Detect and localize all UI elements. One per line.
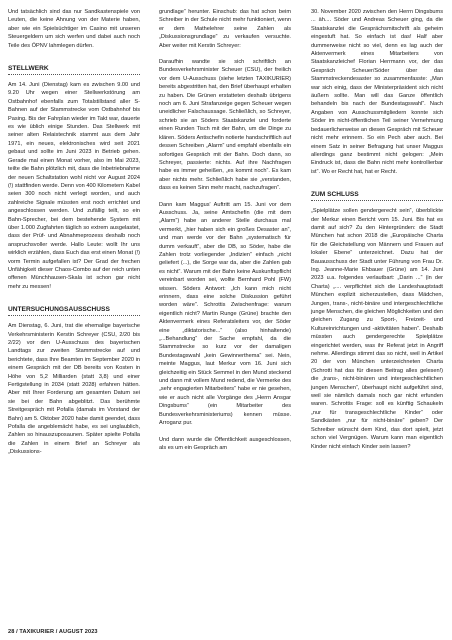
paragraph: grundlage“ herunter. Einschub: das hat schon beim Schreiber in der Schule nicht mehr funktioniert, wenn er dem Mathelehrer seine Zahlen als „Diskussionsgrundlage“ zu verkaufen versuchte. Aber weiter mit Kerstin Schreyer:	[159, 9, 291, 49]
paragraph: 30. November 2020 zwischen den Herrn Dingsbums ... äh.... Söder und Andreas Scheuer ging, da die Staatskanzlei die Gesprächsmitschrift als geheim eingestuft hat. So einfach ist das! Half aber dummerweise nicht so viel, denn es lag auch der Aktenvermerk eines Mitarbeiters von Staatskanzleichef Florian Herrmann vor, der das Gespräch Scheuer/Söder über das Stammstreckendesaster so zusammenfasste: „Man war sich einig, dass der Ministerpräsident sich nicht äußern sollte. Man will das Ganze öffentlich behandeln bis nach der Bundestagswahl“. Nach Angaben von Ausschussmitgliedern konnte sich Söder im nicht-öffentlichen Teil seiner Vernehmung bedauerlicherweise an diesen Gespräch mit Scheuer nicht mehr erinnern. So ein Pech aber auch. Bei einem Satz in seiner Befragung hat unser Maggus allerdings ganz bestimmt nicht gelogen: „Mein Eindruck ist, dass die Bahn nicht mehr kontrollierbar ist“. Wo er Recht hat, hat er Recht.	[311, 9, 443, 175]
paragraph: Dann kam Maggus' Auftritt am 15. Juni vor dem Ausschuss. Ja, seine Amtschefin (die mit dem „Alarm“) habe an anderer Stelle durchaus mal vermerkt, „hier haben sich ein großes Desaster an“, und man werde vor der Bahn „systematisch für dumm verkauft“, aber die DB, so Söder, habe die Zahlen trotz vorliegender „Indizien“ einfach „nicht geliefert (...), die Sorge war da, aber die Zahlen gab es nicht“. Warum mit der Bahn keine Auskunftspflicht vereinbart worden sei, wollte Bernhard Pohl (FW) wissen. Söders Antwort: „Ich kann mich nicht erinnern, dass eine solche Diskussion geführt worden wäre“. Schrottis Zwischenfrage: warum eigentlich nicht? Martin Runge (Grüne) brachte den Aktenvermerk eines Referatsleiters vor, der Söder eine „diktatorische...“ (also hinhaltende) „...Behandlung“ der Sache empfahl, da die Stammstrecke so kurz vor der damaligen Bundestagswahl „kein Gewinnerthema“ sei. Nein, meinte Maggus, laut Merkur vom 16. Juni sich gleichzeitig ein Stück Semmel in den Mund steckend und dann mit vollem Mund redend, die Vermerke des „sehr engagierten Mitarbeiters“ habe er nie gesehen, wie er auch nicht alle Vorgänge des „Herrn Ansgar Dingsbums“ (ein Mitarbeiter des Bundesverkehrsministeriums) kennen müsse. Arroganz pur.	[159, 201, 291, 427]
section-heading-untersuchungsausschuss: UNTERSUCHUNGSAUSSCHUSS	[8, 305, 140, 316]
page-footer: 28 / TAXIKURIER / AUGUST 2023	[8, 629, 98, 635]
section-heading-zum-schluss: ZUM SCHLUSS	[311, 190, 443, 201]
paragraph: Und tatsächlich sind das nur Sandkastenspiele von Leuten, die keine Ahnung von der Materie haben, aber wie ein Spielsüchtiger im Casino mit unseren Steuergeldern um sich werfen und dabei auch noch Teile des ÖPNV lahmlegen dürfen.	[8, 9, 140, 49]
text-column-3	[311, 8, 443, 451]
text-column-2	[159, 8, 291, 452]
paragraph: Am 14. Juni (Dienstag) kam es zwischen 9.00 und 9.20 Uhr wegen einer Stellwerkstörung am Ostbahnhof ebenfalls zum Totalstillstand aller S-Bahnen auf der Stammstrecke vom Ostbahnhof bis Pasing. Bis der Fahrplan wieder im Takt war, dauerte es wie üblich einige Stunden. Das Stellwerk mit seiner alten Relaistechnik stammt aus dem Jahr 1971, ein neues, elektronisches wird seit 2021 gebaut und sollte im Juni 2023 in Betrieb gehen. Gerade mal einen Monat vorher, also im Mai 2023, teilte die Bahn plötzlich mit, dass die Inbetriebnahme der neuen Schaltstation wohl nicht vor August 2024 (!) stattfinden werde. Denn von 400 Kilometern Kabel seien 300 noch nicht verlegt worden, und auch zahlreiche Signale müssten erst noch errichtet und angeschlossen werden. Und zufällig teilt, so ein Bahn-Sprecher, bei dem bestehende System mit über 1.000 Zugfahrten täglich so extrem ausgelastet, dass der Prüf- und Abnahmeprozess deshalb noch anspruchsvoller werde. Hallo Leute: wollt Ihr uns wirklich erzählen, dass Euch das erst einen Monat (!) vorm Termin aufgefallen ist? Der Grad der frechen Unfähigkeit dieser Chaos-Combo auf der reich unten offenen Münchhausen-Skala ist schon gar nicht mehr zu messen!	[8, 82, 140, 290]
paragraph: Und dann wurde die Öffentlichkeit ausgeschlossen, als es um ein Gespräch am	[159, 436, 291, 451]
paragraph: „Spielplätze sollen gendergerecht sein“, überblickte der Merkur einen Bericht vom 15. Juni. Bis hat es damit auf sich? Zu den Hintergründen: die Stadt München hat schon 2018 die „Europäische Charta für die Gleichstellung von Männern und Frauen auf lokaler Ebene“ unterzeichnet. Dazu hat der Bauausschuss der Stadt unter Führung von Frau Dr. Ing. Jeanne-Marie Ehbauer (Grüne) am 14. Juni 2023 u.a. folgendes verlautbart: „Darin ...“ (in der Charta) „.... verpflichtet sich die Landeshauptstadt München explizit sicherzustellen, dass Mädchen, Jungen, trans-, nicht-binäre und intergeschlechtliche junge Menschen, die gleichen Möglichkeiten und den gleichen Zugang zu Sport-, Freizeit- und Kultureinrichtungen und -aktivitäten haben“. Deshalb müssten auch gendergerechte Spielplätze eingerichtet werden, was ihr Referat jetzt in Angriff nehme. Allerdings stimmt das so nicht, weil in Artikel 20 der von München unterzeichneten Charta (Schrotti hat das für diesen Beitrag alles gelesen!) die „trans-, nicht-binären und intergeschlechtlichen jungen Menschen“, überhaupt nicht aufgeführt sind, weil sie nämlich damals noch gar nicht erfunden waren. Schrottis Frage: soll es künftig Schaukeln „nur für transgeschlechtliche Kinder“ oder Sandkästen „nur für nicht-binäre“ geben? Der Schreiber wünscht dem Kind, das dort spielt, jetzt schon viel Vergnügen. Warum kann man eigentlich Kinder nicht einfach Kinder sein lassen?	[311, 208, 443, 450]
paragraph: Am Dienstag, 6. Juni, trat die ehemalige bayerische Verkehrsministerin Kerstin Schreyer (CSU, 2/20 bis 2/22) vor den U-Ausschuss des bayerischen Landtags zur zweiten Stammstrecke auf und berichtete, dass Ihre Beamten im September 2020 in einem Gespräch mit der DB bereits von Kosten in Höhe von 5,2 Milliarden (statt 3,8) und einer Fertigstellung in 2034 (statt 2028) erfahren hätten. Aber mit Ihrer Forderung am gesamten Datum sei sie bei der Bahn abgeblitzt. Das berühmte Streitgespräch mit Pofalla (damals im Vorstand der Bahn) am 5. Oktober 2020 habe damit geendet, dass Pofalla die angeblemächt habe, es sei unglaublich, Zahlen so hinauszuposaunen. Später spielte Pofalla die Zahlen in einem Brief an Schreyer als „Diskussions-	[8, 323, 140, 456]
text-column-1	[8, 8, 140, 457]
section-heading-stellwerk: STELLWERK	[8, 64, 140, 75]
paragraph: Daraufhin wandte sie sich schriftlich an Bundesverkehrsminister Scheuer (CSU), der freilich vor dem U-Ausschuss (siehe letzten TAXIKURIER) bereits abgestritten hat, den Brief überhaupt erhalten zu haben. Die Grünen erstatteten deshalb übrigens noch am 6. Juni Strafanzeige gegen Scheuer wegen uneidlicher Falschaussage. Schließlich, so Schreyer, schrieb sie an Söders Staatskanzlei und forderte einen Runden Tisch mit der Bahn, um die Dinge zu klären. Söders Antischefin notierte handschriftlich auf dessen Schreiben „Alarm“ und empfahl ebenfalls ein sofortiges Gespräch mit der Bahn. Doch dann, so Schreyer, passierte: nichts. Auf ihre Nachfragen habe es immer geheißen, „es kommt noch“. Es kam aber nichts mehr. Schließlich habe sie „verstanden, dass es keinen Sinn mehr macht, nachzufragen“.	[159, 59, 291, 192]
